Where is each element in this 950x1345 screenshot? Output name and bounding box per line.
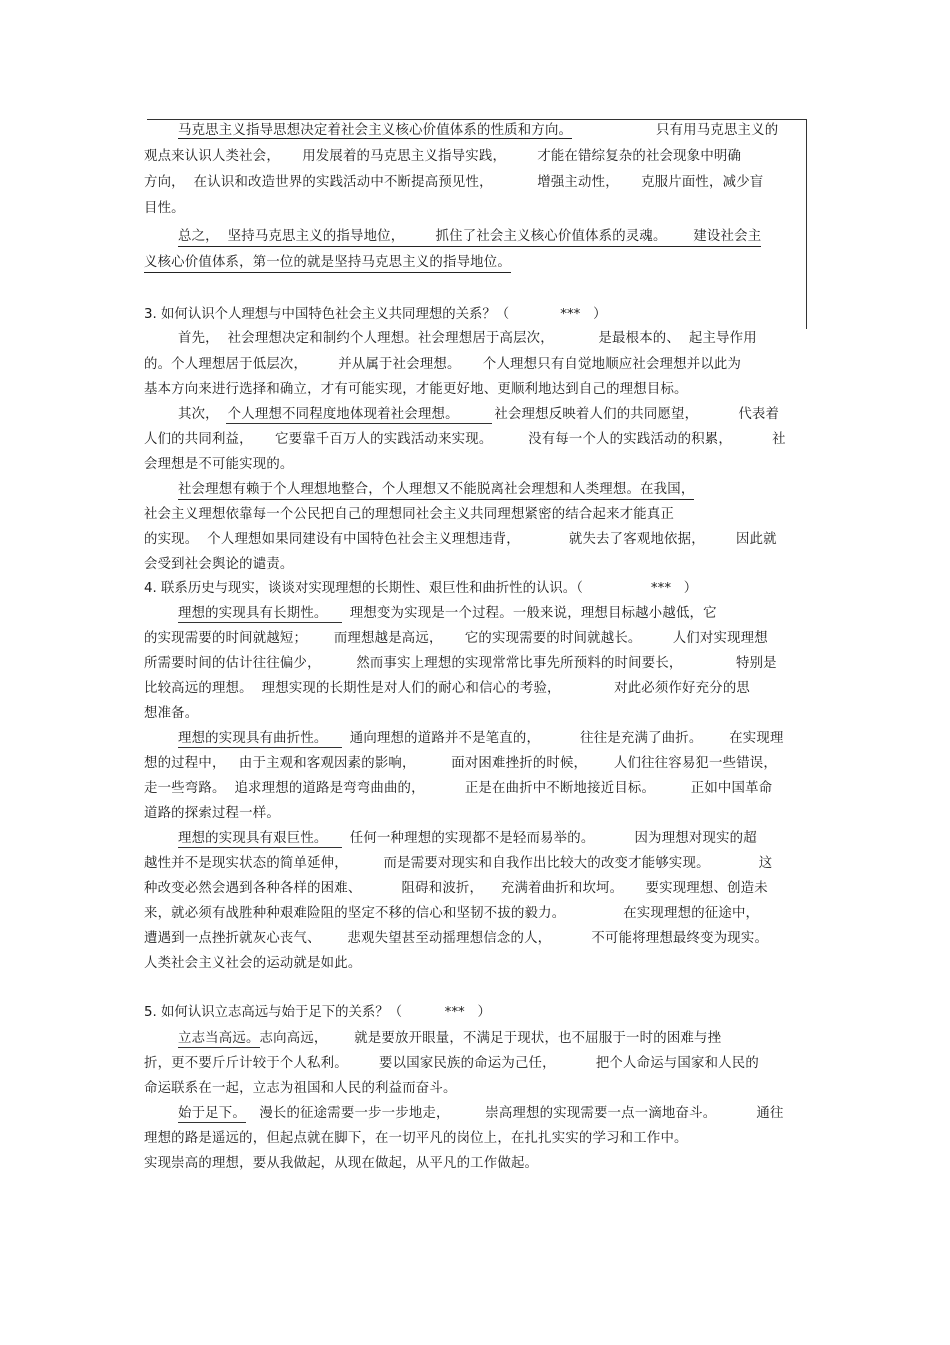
- q3-line-8: 社会主义理想依靠每一个公民把自己的理想同社会主义共同理想紧密的结合起来才能真正: [144, 507, 675, 522]
- q4-line-7: 想的过程中， 由于主观和客观因素的影响， 面对困难挫折的时候， 人们往往容易犯一些错误，: [144, 756, 777, 771]
- q3-line-7: 社会理想有赖于个人理想地整合，个人理想又不能脱离社会理想和人类理想。在我国，: [178, 481, 694, 500]
- frame-right-line: [806, 119, 807, 329]
- q3-line-4: 其次， 个人理想不同程度地体现着社会理想。 社会理想反映着人们的共同愿望， 代表着: [178, 407, 780, 422]
- intro-line-5: 总之， 坚持马克思主义的指导地位， 抓住了社会主义核心价值体系的灵魂。 建设社会主: [178, 228, 761, 247]
- intro-line-6: 义核心价值体系，第一位的就是坚持马克思主义的指导地位。: [144, 254, 511, 273]
- q4-line-14: 遭遇到一点挫折就灰心丧气、 悲观失望甚至动摇理想信念的人， 不可能将理想最终变为现实。: [144, 931, 769, 946]
- q5-line-5: 理想的路是遥远的，但起点就在脚下，在一切平凡的岗位上，在扎扎实实的学习和工作中。: [144, 1131, 688, 1146]
- q4-line-3: 所需要时间的估计往往偏少， 然而事实上理想的实现常常比事先所预料的时间要长， 特别是: [144, 656, 777, 671]
- q3-line-9: 的实现。 个人理想如果同建设有中国特色社会主义理想违背， 就失去了客观地依据， 因此就: [144, 532, 777, 547]
- q4-line-12: 种改变必然会遇到各种各样的困难、 阻碍和波折， 充满着曲折和坎坷。 要实现理想、创造未: [144, 881, 768, 896]
- intro-line-3: 方向， 在认识和改造世界的实践活动中不断提高预见性， 增强主动性， 克服片面性，减少盲: [144, 175, 764, 190]
- q3-line-1: 首先， 社会理想决定和制约个人理想。社会理想居于高层次， 是最根本的、 起主导作用: [178, 331, 757, 346]
- q4-line-11: 越性并不是现实状态的简单延伸， 而是需要对现实和自我作出比较大的改变才能够实现。 这: [144, 856, 773, 871]
- q4-line-6: 理想的实现具有曲折性。 通向理想的道路并不是笔直的， 往往是充满了曲折。 在实现理: [178, 731, 784, 746]
- question-4-title: 4. 联系历史与现实，谈谈对实现理想的长期性、艰巨性和曲折性的认识。（ *** ）: [144, 581, 698, 596]
- q4-underline-1: [178, 622, 342, 623]
- q3-underline-1: [226, 423, 492, 424]
- q5-line-4: 始于足下。 漫长的征途需要一步一步地走， 崇高理想的实现需要一点一滴地奋斗。 通往: [178, 1106, 784, 1121]
- q4-line-4: 比较高远的理想。 理想实现的长期性是对人们的耐心和信心的考验， 对此必须作好充分的思: [144, 681, 751, 696]
- q3-line-2: 的。个人理想居于低层次， 并从属于社会理想。 个人理想只有自觉地顺应社会理想并以此为: [144, 357, 742, 372]
- intro-line-1a: 马克思主义指导思想决定着社会主义核心价值体系的性质和方向。: [178, 123, 573, 138]
- q4-line-2: 的实现需要的时间就越短； 而理想越是高远， 它的实现需要的时间就越长。 人们对实现理想: [144, 631, 768, 646]
- q3-line-5: 人们的共同利益， 它要靠千百万人的实践活动来实现。 没有每一个人的实践活动的积累， 社: [144, 432, 786, 447]
- q4-line-9: 道路的探索过程一样。: [144, 806, 280, 821]
- q4-line-15: 人类社会主义社会的运动就是如此。: [144, 956, 362, 971]
- q3-line-3: 基本方向来进行选择和确立，才有可能实现，才能更好地、更顺利地达到自己的理想目标。: [144, 382, 688, 397]
- question-3-title: 3. 如何认识个人理想与中国特色社会主义共同理想的关系？（ *** ）: [144, 307, 607, 322]
- q4-line-1: 理想的实现具有长期性。 理想变为实现是一个过程。一般来说，理想目标越小越低，它: [178, 606, 717, 621]
- q3-line-6: 会理想是不可能实现的。: [144, 457, 294, 472]
- q5-underline-1: [178, 1047, 260, 1048]
- q4-underline-3: [178, 847, 342, 848]
- intro-line-2: 观点来认识人类社会， 用发展着的马克思主义指导实践， 才能在错综复杂的社会现象中明确: [144, 149, 742, 164]
- q5-line-2: 折，更不要斤斤计较于个人私利。 要以国家民族的命运为己任， 把个人命运与国家和人民的: [144, 1056, 759, 1071]
- q5-underline-2: [178, 1122, 246, 1123]
- frame-top-line: [147, 119, 806, 120]
- q5-line-1: 立志当高远。志向高远， 就是要放开眼量，不满足于现状，也不屈服于一时的困难与挫: [178, 1031, 722, 1046]
- q4-line-5: 想准备。: [144, 706, 199, 721]
- q4-line-8: 走一些弯路。 追求理想的道路是弯弯曲曲的， 正是在曲折中不断地接近目标。 正如中国革命: [144, 781, 773, 796]
- intro-line-4: 目性。: [144, 201, 185, 216]
- q3-line-10: 会受到社会舆论的谴责。: [144, 557, 294, 572]
- q4-line-10: 理想的实现具有艰巨性。 任何一种理想的实现都不是轻而易举的。 因为理想对现实的超: [178, 831, 757, 846]
- intro-line-1b: 只有用马克思主义的: [656, 123, 779, 138]
- q5-line-6: 实现崇高的理想，要从我做起，从现在做起，从平凡的工作做起。: [144, 1156, 539, 1171]
- question-5-title: 5. 如何认识立志高远与始于足下的关系？（ *** ）: [144, 1005, 491, 1020]
- q4-line-13: 来，就必须有战胜种种艰难险阻的坚定不移的信心和坚韧不拔的毅力。 在实现理想的征途中，: [144, 906, 760, 921]
- q5-line-3: 命运联系在一起，立志为祖国和人民的利益而奋斗。: [144, 1081, 457, 1096]
- q4-underline-2: [178, 747, 342, 748]
